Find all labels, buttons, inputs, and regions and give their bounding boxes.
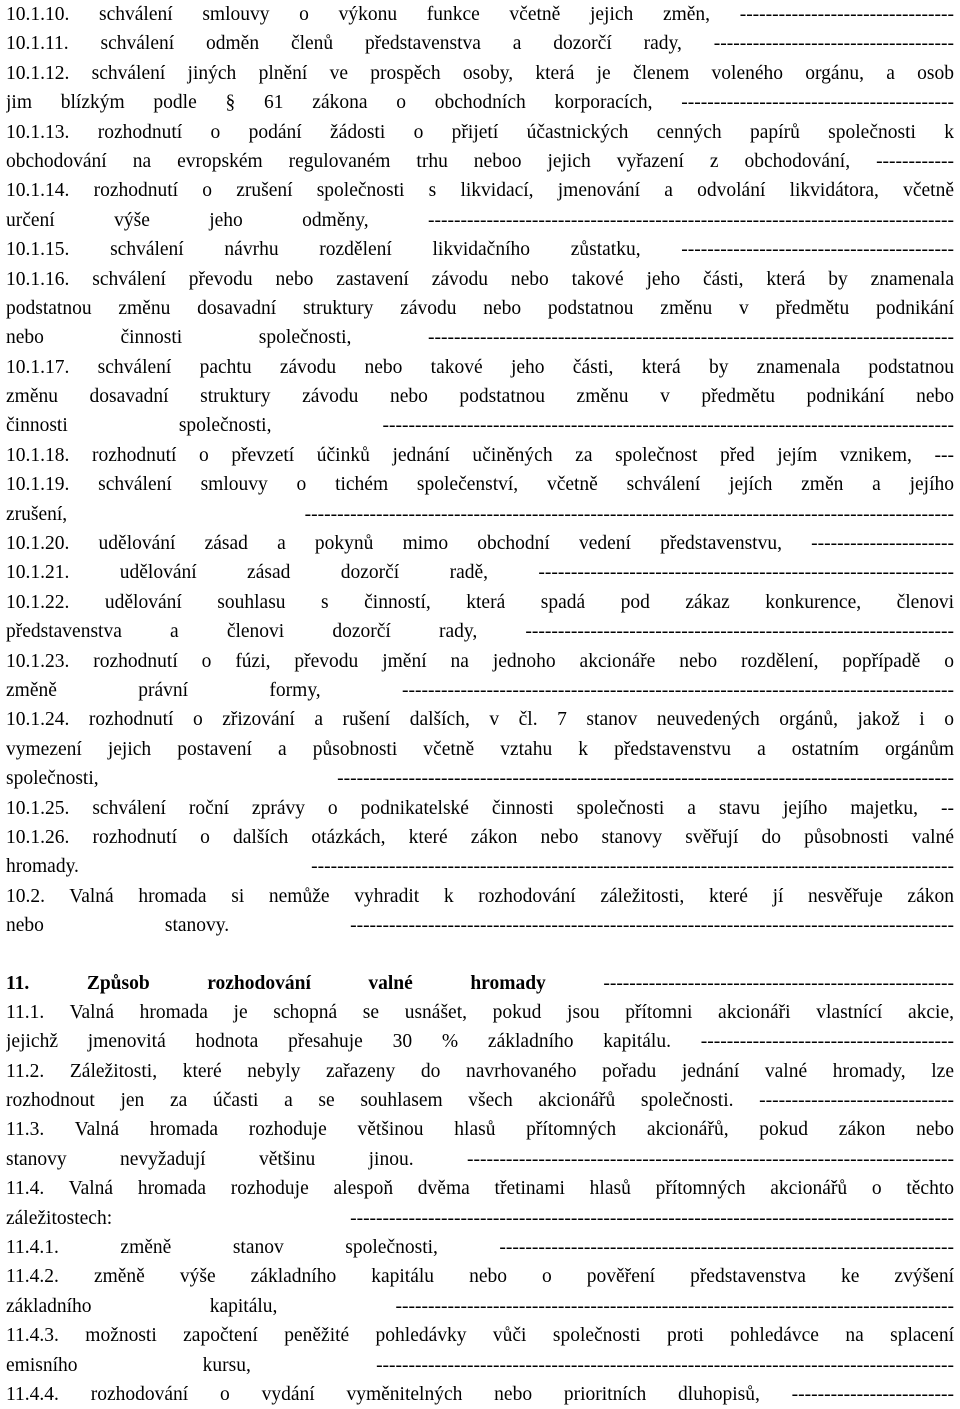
text-line [6, 59, 954, 88]
text-line [6, 235, 954, 264]
line-text: 10.2. Valná hromada si nemůže vyhradit k rozhodování záležitosti, které jí nesvěřuje zákon [6, 885, 954, 907]
line-text: podstatnou změnu dosavadní struktury závodu nebo podstatnou změnu v předmětu podnikání [6, 297, 954, 319]
line-text: stanovy nevyžadují většinu jinou. --------------------------------------------------------------------------- [6, 1148, 954, 1170]
line-text: jejichž jmenovitá hodnota přesahuje 30 % základního kapitálu. --------------------------------------- [6, 1031, 954, 1053]
line-text: změnu dosavadní struktury závodu nebo podstatnou změnu v předmětu podnikání nebo [6, 386, 954, 408]
line-text: 10.1.11. schválení odměn členů představenstva a dozorčí rady, ------------------------------------- [6, 33, 954, 55]
text-line [6, 353, 954, 382]
text-line [6, 441, 954, 470]
line-text: 10.1.26. rozhodnutí o dalších otázkách, které zákon nebo stanovy svěřují do působnosti valné [6, 826, 954, 848]
text-line [6, 1145, 954, 1174]
line-text: vymezení jejich postavení a působnosti včetně vztahu k představenstvu a ostatním orgánům [6, 738, 954, 760]
line-text: hromady. --------------------------------------------------------------------------------------------------- [6, 856, 954, 878]
text-line [6, 1115, 954, 1144]
line-text: 10.1.22. udělování souhlasu s činností, která spadá pod zákaz konkurence, členovi [6, 591, 954, 613]
text-line [6, 147, 954, 176]
text-line [6, 823, 954, 852]
line-text: záležitostech: --------------------------------------------------------------------------------------------- [6, 1207, 954, 1229]
text-line [6, 500, 954, 529]
text-line [6, 647, 954, 676]
line-text: určení výše jeho odměny, --------------------------------------------------------------------------------- [6, 209, 954, 231]
line-text: 11.4.2. změně výše základního kapitálu nebo o pověření představenstva ke zvýšení [6, 1266, 954, 1288]
line-text: 11.1. Valná hromada je schopná se usnášet, pokud jsou přítomni akcionáři vlastnící akcie, [6, 1001, 954, 1023]
text-line [6, 676, 954, 705]
line-text: 10.1.23. rozhodnutí o fúzi, převodu jmění na jednoho akcionáře nebo rozdělení, popřípadě o [6, 650, 954, 672]
text-line [6, 558, 954, 587]
line-text: 10.1.17. schválení pachtu závodu nebo takové jeho části, která by znamenala podstatnou [6, 356, 954, 378]
text-line [6, 0, 954, 29]
text-line [6, 382, 954, 411]
line-text: 10.1.20. udělování zásad a pokynů mimo obchodní vedení představenstvu, ---------------------- [6, 533, 954, 555]
line-text: 10.1.24. rozhodnutí o zřizování a rušení dalších, v čl. 7 stanov neuvedených orgánů, jakož i o [6, 709, 954, 731]
section-heading: 11. Způsob rozhodování valné hromady [6, 972, 546, 994]
line-text: nebo činnosti společnosti, --------------------------------------------------------------------------------- [6, 327, 954, 349]
section-heading-line [6, 969, 954, 998]
line-text: 11.2. Záležitosti, které nebyly zařazeny do navrhovaného pořadu jednání valné hromady, lze [6, 1060, 954, 1082]
text-line [6, 1380, 954, 1409]
line-text: 10.1.10. schválení smlouvy o výkonu funkce včetně jejich změn, --------------------------------- [6, 4, 954, 25]
line-text: 10.1.13. rozhodnutí o podání žádosti o přijetí účastnických cenných papírů společnosti k [6, 121, 954, 143]
text-line [6, 998, 954, 1027]
line-text: jim blízkým podle § 61 zákona o obchodních korporacích, ------------------------------------------ [6, 92, 954, 114]
text-line [6, 470, 954, 499]
text-line [6, 764, 954, 793]
text-line [6, 265, 954, 294]
text-line [6, 1321, 954, 1350]
line-text: 11.4. Valná hromada rozhoduje alespoň dvěma třetinami hlasů přítomných akcionářů o těchto [6, 1178, 954, 1200]
line-text: 11.4.3. možnosti započtení peněžité pohledávky vůči společnosti proti pohledávce na splacení [6, 1325, 954, 1347]
line-text: 10.1.19. schválení smlouvy o tichém společenství, včetně schválení jejích změn a jejího [6, 474, 954, 496]
text-line [6, 411, 954, 440]
line-text: 10.1.14. rozhodnutí o zrušení společnosti s likvidací, jmenování a odvolání likvidátora, včetně [6, 180, 954, 202]
line-text: 11.4.1. změně stanov společnosti, ---------------------------------------------------------------------- [6, 1237, 954, 1259]
line-text: 10.1.12. schválení jiných plnění ve prospěch osoby, která je členem voleného orgánu, a osob [6, 62, 954, 84]
text-line [6, 176, 954, 205]
line-text: 10.1.15. schválení návrhu rozdělení likvidačního zůstatku, ------------------------------------------ [6, 239, 954, 261]
text-line [6, 1351, 954, 1380]
line-text: 10.1.16. schválení převodu nebo zastavení závodu nebo takové jeho části, která by znamenala [6, 268, 954, 290]
line-text: 11.3. Valná hromada rozhoduje většinou hlasů přítomných akcionářů, pokud zákon nebo [6, 1119, 954, 1141]
text-line [6, 1292, 954, 1321]
blank-line [6, 941, 954, 969]
text-line [6, 1233, 954, 1262]
text-line [6, 206, 954, 235]
text-line [6, 1204, 954, 1233]
text-line [6, 852, 954, 881]
line-text: zrušení, ---------------------------------------------------------------------------------------------------- [6, 503, 954, 525]
line-text: rozhodnout jen za účasti a se souhlasem všech akcionářů společnosti. ------------------------------ [6, 1090, 954, 1112]
line-text: 10.1.25. schválení roční zprávy o podnikatelské činnosti společnosti a stavu jejího majetku, -- [6, 797, 954, 819]
line-text: změně právní formy, ------------------------------------------------------------------------------------- [6, 679, 954, 701]
text-line [6, 1174, 954, 1203]
text-line [6, 735, 954, 764]
text-line [6, 705, 954, 734]
text-line [6, 1086, 954, 1115]
text-line [6, 1027, 954, 1056]
text-line [6, 29, 954, 58]
line-text: 10.1.18. rozhodnutí o převzetí účinků jednání učiněných za společnost před jejím vznikem, --- [6, 444, 954, 466]
text-line [6, 794, 954, 823]
line-text: představenstva a členovi dozorčí rady, ------------------------------------------------------------------ [6, 621, 954, 643]
text-line [6, 323, 954, 352]
text-line [6, 88, 954, 117]
text-line [6, 911, 954, 940]
line-text: 11.4.4. rozhodování o vydání vyměnitelných nebo prioritních dluhopisů, ------------------------- [6, 1383, 954, 1405]
text-line [6, 118, 954, 147]
line-text: obchodování na evropském regulovaném trhu neboo jejich vyřazení z obchodování, ------------ [6, 150, 954, 172]
text-line [6, 617, 954, 646]
line-text: ------------------------------------------------------ [545, 972, 954, 994]
line-text: činnosti společnosti, ---------------------------------------------------------------------------------------- [6, 415, 954, 437]
line-text: společnosti, ----------------------------------------------------------------------------------------------- [6, 768, 954, 790]
text-line [6, 1262, 954, 1291]
line-text: 10.1.21. udělování zásad dozorčí radě, ---------------------------------------------------------------- [6, 562, 954, 584]
line-text: základního kapitálu, -------------------------------------------------------------------------------------- [6, 1295, 954, 1317]
text-line [6, 529, 954, 558]
line-text: nebo stanovy. --------------------------------------------------------------------------------------------- [6, 915, 954, 937]
text-line [6, 882, 954, 911]
document-page [6, 0, 954, 1409]
line-text: emisního kursu, ----------------------------------------------------------------------------------------- [6, 1354, 954, 1376]
text-line [6, 294, 954, 323]
text-line [6, 1057, 954, 1086]
text-line [6, 588, 954, 617]
